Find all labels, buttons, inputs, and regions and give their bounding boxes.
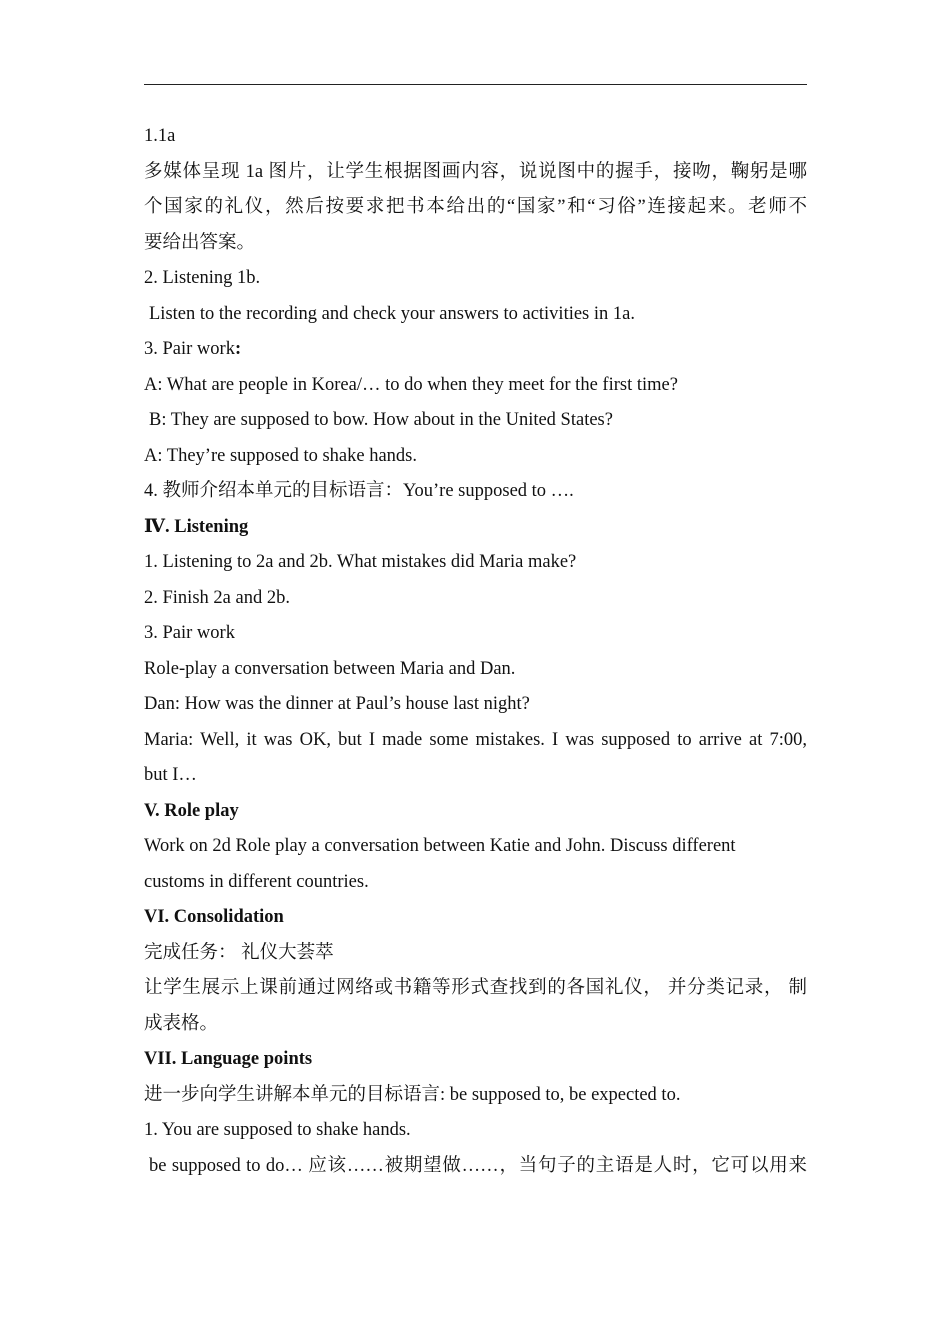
step-3-colon: : <box>234 339 242 359</box>
dialogue-maria-line-1: Maria: Well, it was OK, but I made some mistakes. I was supposed to arrive at 7:00, <box>144 729 807 750</box>
section-v-heading: V. Role play <box>144 800 239 821</box>
dialogue-line-a1: A: What are people in Korea/… to do when they meet for the first time? <box>144 374 678 395</box>
section-vii-intro: 进一步向学生讲解本单元的目标语言: be supposed to, be expected to. <box>144 1084 681 1105</box>
listening-item-3: 3. Pair work <box>144 623 235 643</box>
section-vi-heading: VI. Consolidation <box>144 907 284 927</box>
roleplay-instruction: Role-play a conversation between Maria and Dan. <box>144 658 516 679</box>
section-vii-heading: VII. Language points <box>144 1049 313 1069</box>
language-point-1-explanation: be supposed to do… 应该……被期望做……，当句子的主语是人时，它可以用来 <box>149 1155 807 1176</box>
step-2-text: Listen to the recording and check your answers to activities in 1a. <box>149 303 635 324</box>
step-1-text-line-1: 多媒体呈现 1a 图片，让学生根据图画内容，说说图中的握手，接吻，鞠躬是哪 <box>144 161 807 182</box>
step-3-label: 3. Pair work <box>144 339 235 359</box>
dialogue-dan: Dan: How was the dinner at Paul’s house last night? <box>144 694 530 714</box>
document-body <box>144 119 807 1184</box>
step-1-text-line-2: 个国家的礼仪，然后按要求把书本给出的“国家”和“习俗”连接起来。老师不 <box>144 197 807 217</box>
language-point-1: 1. You are supposed to shake hands. <box>144 1120 411 1140</box>
step-3-heading <box>144 332 807 368</box>
listening-item-2: 2. Finish 2a and 2b. <box>144 587 290 608</box>
section-iv-heading: Ⅳ. Listening <box>144 516 249 537</box>
step-1-text-line-3: 要给出答案。 <box>144 232 256 253</box>
step-4-text: 4. 教师介绍本单元的目标语言：You’re supposed to …. <box>144 481 574 501</box>
dialogue-line-b1: B: They are supposed to bow. How about in the United States? <box>149 410 613 430</box>
section-v-text-line-1: Work on 2d Role play a conversation between Katie and John. Discuss different <box>144 836 736 856</box>
section-vi-text-line-2: 成表格。 <box>144 1013 219 1034</box>
dialogue-line-a2: A: They’re supposed to shake hands. <box>144 445 417 466</box>
section-vi-task: 完成任务： 礼仪大荟萃 <box>144 942 334 963</box>
step-2-heading: 2. Listening 1b. <box>144 268 261 288</box>
step-1-heading: 1.1a <box>144 126 176 146</box>
section-v-text-line-2: customs in different countries. <box>144 871 369 892</box>
section-vi-text-line-1: 让学生展示上课前通过网络或书籍等形式查找到的各国礼仪， 并分类记录， 制 <box>144 978 807 998</box>
header-rule <box>144 84 807 85</box>
listening-item-1: 1. Listening to 2a and 2b. What mistakes did Maria make? <box>144 552 577 572</box>
dialogue-maria-line-2: but I… <box>144 765 197 785</box>
